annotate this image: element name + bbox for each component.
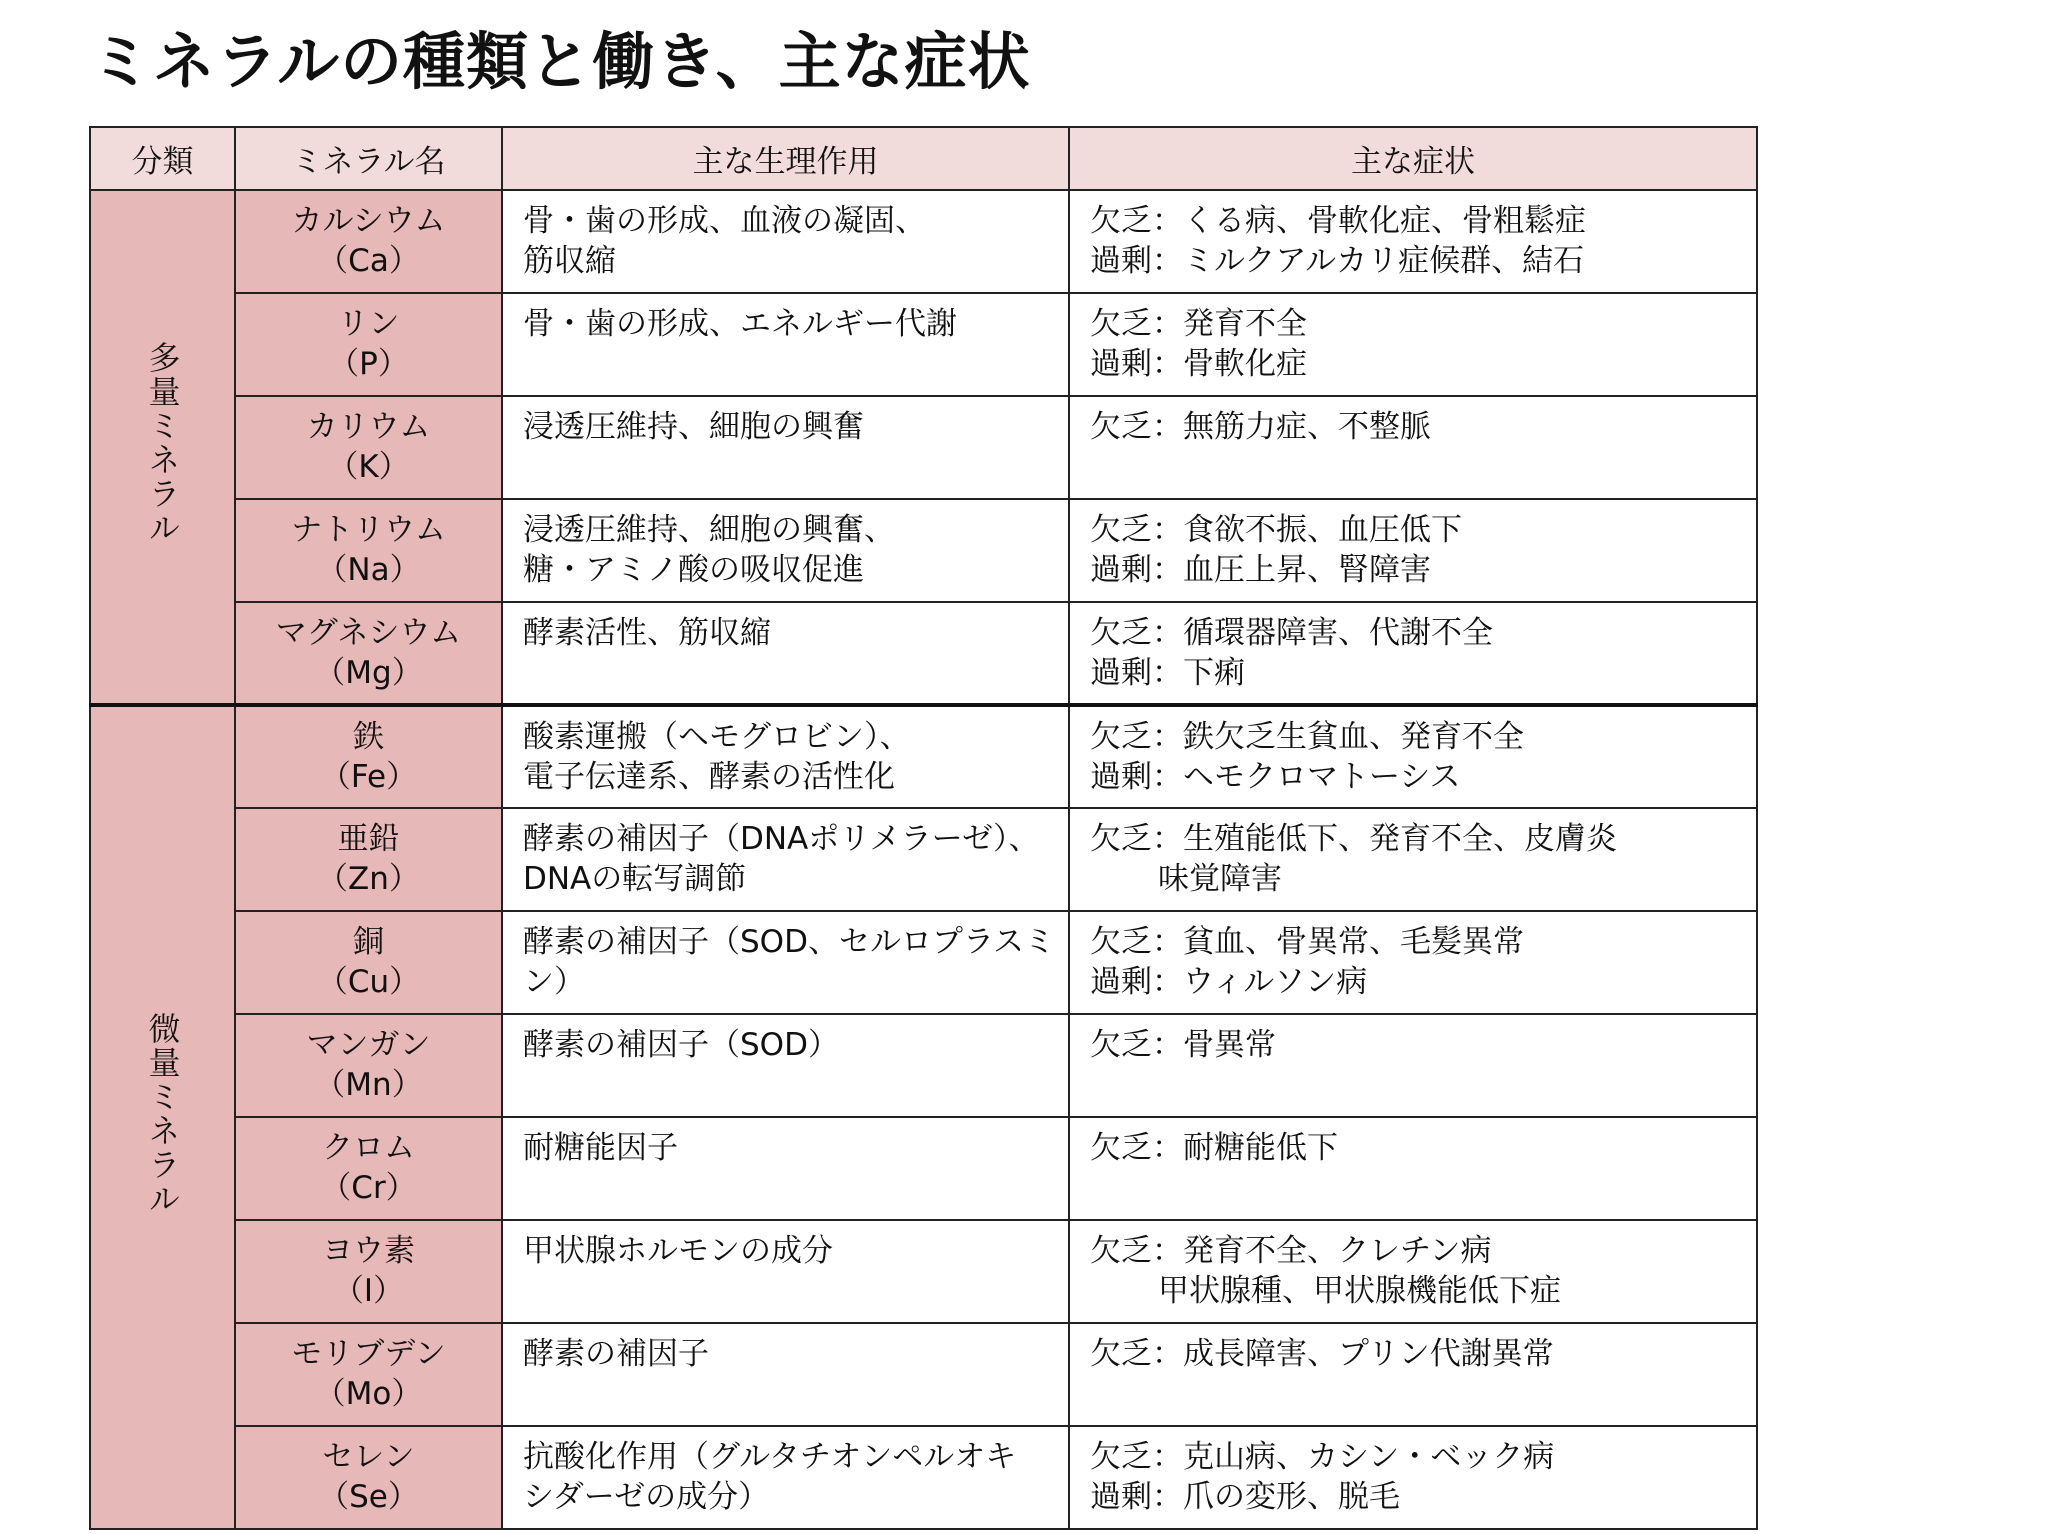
function-line: 電子伝達系、酵素の活性化 [523, 759, 895, 795]
function-line: シダーゼの成分） [523, 1479, 770, 1515]
symptom-line: 味覚障害 [1158, 861, 1282, 897]
table-row [90, 705, 1757, 808]
symptom-line: 欠乏：無筋力症、不整脈 [1090, 409, 1431, 445]
table-row [90, 911, 1757, 1014]
mineral-cell [235, 396, 502, 499]
symptom-line: 過剰：血圧上昇、腎障害 [1090, 552, 1431, 588]
symptom-line: 欠乏：くる病、骨軟化症、骨粗鬆症 [1090, 203, 1586, 239]
mineral-cell [235, 705, 502, 808]
mineral-symbol: （Fe） [319, 759, 418, 795]
table-row [90, 1426, 1757, 1529]
category-label: 多量ミネラル [143, 341, 182, 545]
function-line: 酵素の補因子（SOD） [523, 1027, 839, 1063]
mineral-cell [235, 1220, 502, 1323]
function-line: ン） [523, 964, 585, 1000]
symptom-line: 欠乏：貧血、骨異常、毛髪異常 [1090, 924, 1524, 960]
function-cell [502, 1220, 1069, 1323]
symptom-cell [1069, 808, 1757, 911]
symptom-cell [1069, 1220, 1757, 1323]
mineral-cell [235, 1014, 502, 1117]
function-cell [502, 396, 1069, 499]
table-body [90, 190, 1757, 1529]
mineral-symbol: （Zn） [317, 861, 420, 897]
mineral-cell [235, 499, 502, 602]
function-line: DNAの転写調節 [523, 861, 747, 897]
table-row [90, 1014, 1757, 1117]
function-cell [502, 1117, 1069, 1220]
mineral-name: ヨウ素 [322, 1233, 415, 1269]
function-line: 糖・アミノ酸の吸収促進 [523, 552, 864, 588]
symptom-line: 欠乏：発育不全 [1090, 306, 1307, 342]
function-cell [502, 602, 1069, 705]
function-cell [502, 911, 1069, 1014]
mineral-cell [235, 190, 502, 293]
mineral-cell [235, 911, 502, 1014]
mineral-symbol: （Se） [318, 1479, 419, 1515]
header-function: 主な生理作用 [502, 127, 1069, 190]
mineral-name: 銅 [353, 924, 384, 960]
category-cell [90, 705, 235, 1529]
mineral-symbol: （Na） [316, 552, 421, 588]
mineral-name: 鉄 [353, 719, 384, 755]
symptom-line: 欠乏：克山病、カシン・ベック病 [1090, 1439, 1555, 1475]
mineral-table [89, 126, 1758, 1530]
table-row [90, 1220, 1757, 1323]
mineral-name: リン [337, 306, 400, 342]
function-cell [502, 190, 1069, 293]
table-row [90, 396, 1757, 499]
mineral-cell [235, 1426, 502, 1529]
symptom-cell [1069, 1323, 1757, 1426]
symptom-line: 過剰：下痢 [1090, 655, 1245, 691]
mineral-name: カリウム [306, 409, 431, 445]
table-row [90, 1117, 1757, 1220]
mineral-name: カルシウム [291, 203, 446, 239]
page-title: ミネラルの種類と働き、主な症状 [90, 25, 1031, 98]
header-mineral: ミネラル名 [235, 127, 502, 190]
function-line: 骨・歯の形成、血液の凝固、 [523, 203, 926, 239]
symptom-line: 欠乏：成長障害、プリン代謝異常 [1090, 1336, 1554, 1372]
mineral-cell [235, 1323, 502, 1426]
function-line: 酵素の補因子 [523, 1336, 709, 1372]
mineral-name: マンガン [306, 1027, 431, 1063]
symptom-line: 欠乏：食欲不振、血圧低下 [1090, 512, 1462, 548]
table-row [90, 808, 1757, 911]
symptom-cell [1069, 396, 1757, 499]
mineral-symbol: （Mn） [314, 1067, 423, 1103]
symptom-line: 欠乏：生殖能低下、発育不全、皮膚炎 [1090, 821, 1617, 857]
mineral-symbol: （P） [328, 346, 409, 382]
symptom-line: 過剰：ミルクアルカリ症候群、結石 [1090, 243, 1585, 279]
symptom-line: 欠乏：骨異常 [1090, 1027, 1276, 1063]
symptom-cell [1069, 705, 1757, 808]
symptom-line: 欠乏：循環器障害、代謝不全 [1090, 615, 1493, 651]
mineral-symbol: （Cu） [316, 964, 421, 1000]
mineral-name: モリブデン [291, 1336, 446, 1372]
header-symptom: 主な症状 [1069, 127, 1757, 190]
function-line: 筋収縮 [523, 243, 616, 279]
header-category: 分類 [90, 127, 235, 190]
function-line: 浸透圧維持、細胞の興奮、 [523, 512, 895, 548]
symptom-line: 甲状腺種、甲状腺機能低下症 [1158, 1273, 1561, 1309]
symptom-cell [1069, 1014, 1757, 1117]
function-line: 酵素の補因子（DNAポリメラーゼ）、 [523, 821, 1040, 857]
mineral-symbol: （Mg） [314, 655, 423, 691]
symptom-line: 欠乏：発育不全、クレチン病 [1090, 1233, 1492, 1269]
mineral-symbol: （Cr） [320, 1170, 417, 1206]
function-cell [502, 808, 1069, 911]
category-label: 微量ミネラル [143, 1011, 182, 1216]
symptom-cell [1069, 911, 1757, 1014]
symptom-line: 過剰：ウィルソン病 [1090, 964, 1368, 1000]
symptom-line: 過剰：爪の変形、脱毛 [1090, 1479, 1400, 1515]
category-cell [90, 190, 235, 705]
function-line: 浸透圧維持、細胞の興奮 [523, 409, 864, 445]
symptom-line: 欠乏：鉄欠乏生貧血、発育不全 [1090, 719, 1524, 755]
function-cell [502, 293, 1069, 396]
mineral-name: 亜鉛 [337, 821, 400, 857]
mineral-name: セレン [322, 1439, 415, 1475]
mineral-name: マグネシウム [275, 615, 462, 651]
function-cell [502, 1014, 1069, 1117]
table-header-row [90, 127, 1757, 190]
symptom-line: 過剰：ヘモクロマトーシス [1090, 759, 1461, 795]
symptom-cell [1069, 499, 1757, 602]
mineral-cell [235, 808, 502, 911]
function-cell [502, 1426, 1069, 1529]
mineral-symbol: （K） [327, 449, 410, 485]
symptom-cell [1069, 190, 1757, 293]
function-cell [502, 499, 1069, 602]
table-row [90, 499, 1757, 602]
mineral-symbol: （Mo） [314, 1376, 423, 1412]
mineral-name: クロム [322, 1130, 415, 1166]
symptom-cell [1069, 1117, 1757, 1220]
table-row [90, 293, 1757, 396]
mineral-cell [235, 293, 502, 396]
mineral-symbol: （I） [332, 1273, 405, 1309]
function-line: 酵素の補因子（SOD、セルロプラスミ [523, 924, 1056, 960]
table-row [90, 190, 1757, 293]
mineral-name: ナトリウム [291, 512, 446, 548]
function-line: 骨・歯の形成、エネルギー代謝 [523, 306, 957, 342]
symptom-line: 欠乏：耐糖能低下 [1090, 1130, 1338, 1166]
table-row [90, 602, 1757, 705]
function-line: 酸素運搬（ヘモグロビン）、 [523, 719, 911, 755]
mineral-symbol: （Ca） [317, 243, 420, 279]
function-cell [502, 705, 1069, 808]
function-cell [502, 1323, 1069, 1426]
mineral-cell [235, 602, 502, 705]
function-line: 抗酸化作用（グルタチオンペルオキ [523, 1439, 1017, 1475]
symptom-cell [1069, 1426, 1757, 1529]
function-line: 甲状腺ホルモンの成分 [523, 1233, 833, 1269]
symptom-cell [1069, 602, 1757, 705]
symptom-line: 過剰：骨軟化症 [1090, 346, 1307, 382]
function-line: 耐糖能因子 [523, 1130, 678, 1166]
table-row [90, 1323, 1757, 1426]
symptom-cell [1069, 293, 1757, 396]
function-line: 酵素活性、筋収縮 [523, 615, 771, 651]
mineral-cell [235, 1117, 502, 1220]
